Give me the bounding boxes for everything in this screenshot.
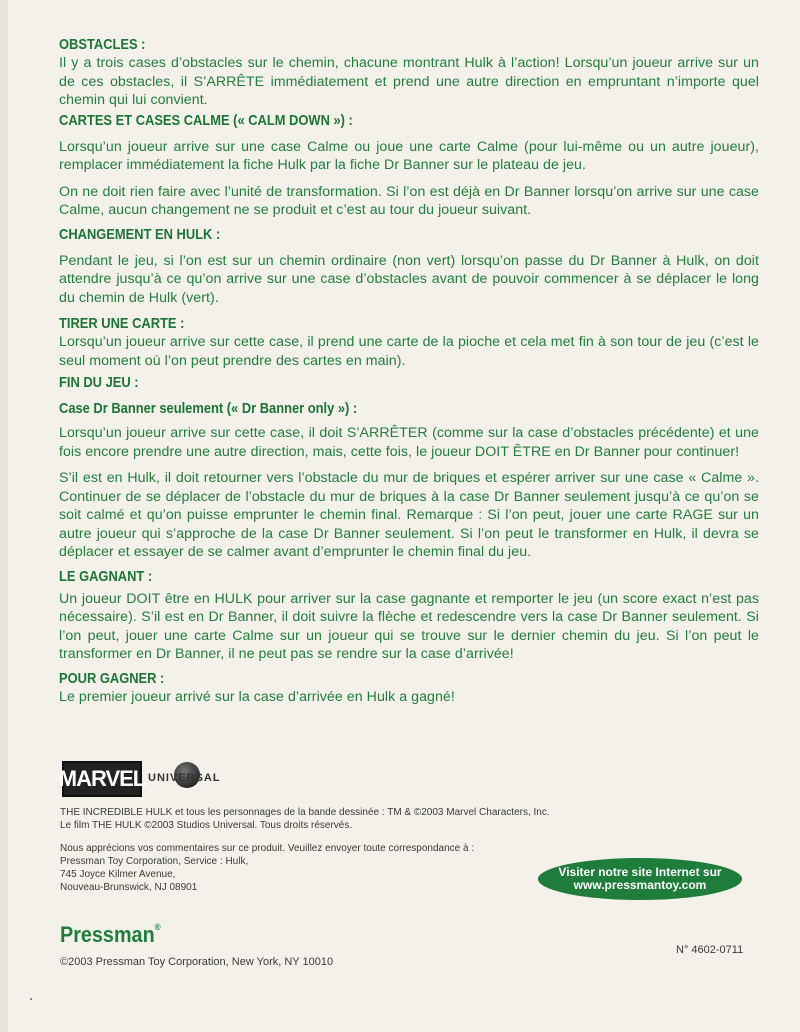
universal-wordmark: UNIVERSAL <box>148 772 221 784</box>
registered-mark: ® <box>154 922 161 932</box>
section-subtitle-fin: Case Dr Banner seulement (« Dr Banner only ») : <box>59 400 358 417</box>
rules-content <box>59 36 759 706</box>
section-text-calme-1: Lorsqu’un joueur arrive sur une case Calme ou joue une carte Calme (pour lui-même ou un autre joueur), remplacer immédiatement la fiche Hulk par la fiche Dr Banner sur le plateau de jeu. <box>59 138 759 173</box>
section-text-gagnant: Un joueur DOIT être en HULK pour arriver sur la case gagnante et remporter le jeu (un score exact n’est pas nécessaire). S’il est en Dr Banner, il doit suivre la flèche et redescendre vers la case Dr Banner seulement. Si l’on peut, jouer une carte Calme sur un joueur qui se trouve sur le dernier chemin du jeu. Si l’on peut le transformer en Dr Banner, il ne peut pas se rendre sur la case d’arrivée! <box>59 590 759 662</box>
website-badge[interactable] <box>538 858 742 900</box>
section-title-gagnant: LE GAGNANT : <box>59 567 153 585</box>
pressman-wordmark: Pressman <box>60 922 155 947</box>
section-text-fin-1: Lorsqu’un joueur arrive sur cette case, il doit S’ARRÊTER (comme sur la case d’obstacles précédente) et une fois encore prendre une autre direction, mais, cette fois, le joueur DOIT ÊTRE en Dr Banner pour continuer! <box>59 425 759 460</box>
copyright-line: ©2003 Pressman Toy Corporation, New York, NY 10010 <box>60 956 334 968</box>
section-title-changement: CHANGEMENT EN HULK : <box>59 225 221 243</box>
section-text-calme-2: On ne doit rien faire avec l’unité de transformation. Si l’on est déjà en Dr Banner lorsqu’on arrive sur une case Calme, aucun changement ne se produit et c’est au tour du joueur suivant. <box>59 183 759 218</box>
contact-line-1: Nous apprécions vos commentaires sur ce produit. Veuillez envoyer toute correspondance à : <box>60 843 475 854</box>
section-text-fin-2: S’il est en Hulk, il doit retourner vers l’obstacle du mur de briques et espérer arriver sur une case « Calme ». Continuer de se déplacer de l’obstacle du mur de briques à la case Dr Banner seulement jusqu’à ce qu’on se soit calmé et qu’on puisse emprunter le chemin final. Remarque : Si l’on peut, jouer une carte RAGE sur un autre joueur qui s’approche de la case Dr Banner seulement. Si l’on peut le transformer en Hulk, il devra se déplacer et essayer de se calmer avant d’emprunter le chemin final du jeu. <box>59 470 759 560</box>
legal-line-1: THE INCREDIBLE HULK et tous les personnages de la bande dessinée : TM & ©2003 Marvel Characters, Inc. <box>60 807 550 818</box>
section-title-obstacles: OBSTACLES : <box>59 36 146 53</box>
section-title-calme: CARTES ET CASES CALME (« CALM DOWN ») : <box>59 111 353 129</box>
section-title-tirer: TIRER UNE CARTE : <box>59 315 185 332</box>
contact-line-4: Nouveau-Brunswick, NJ 08901 <box>60 882 198 893</box>
page-edge <box>0 0 8 1032</box>
section-text-changement: Pendant le jeu, si l’on est sur un chemin ordinaire (non vert) lorsqu’on passe du Dr Banner à Hulk, on doit attendre jusqu’à ce qu’on arrive sur une case d’obstacles avant de pouvoir commencer à se déplacer le long du chemin de Hulk (vert). <box>59 252 759 306</box>
universal-logo <box>148 762 232 794</box>
section-title-gagner: POUR GAGNER : <box>59 669 165 687</box>
contact-line-2: Pressman Toy Corporation, Service : Hulk, <box>60 856 249 867</box>
pressman-logo <box>60 922 161 948</box>
legal-notice <box>60 806 620 832</box>
badge-url[interactable]: www.pressmantoy.com <box>573 878 707 892</box>
paper-speck <box>30 998 32 1000</box>
badge-line-1: Visiter notre site Internet sur <box>558 865 722 879</box>
product-number: N° 4602-0711 <box>676 944 744 956</box>
section-text-gagner: Le premier joueur arrivé sur la case d’arrivée en Hulk a gagné! <box>59 688 455 705</box>
section-text-obstacles: Il y a trois cases d’obstacles sur le chemin, chacune montrant Hulk à l’action! Lorsqu’un joueur arrive sur un de ces obstacles, il S’ARRÊTE immédiatement et prend une autre direction en empruntant n’importe quel chemin qui lui convient. <box>59 55 759 108</box>
contact-line-3: 745 Joyce Kilmer Avenue, <box>60 869 176 880</box>
contact-info <box>60 842 580 894</box>
marvel-logo: MARVEL <box>62 761 142 797</box>
section-text-tirer: Lorsqu’un joueur arrive sur cette case, il prend une carte de la pioche et cela met fin à son tour de jeu (c’est le seul moment où l’on peut prendre des cartes en main). <box>59 334 759 369</box>
legal-line-2: Le film THE HULK ©2003 Studios Universal. Tous droits réservés. <box>60 820 353 831</box>
section-title-fin: FIN DU JEU : <box>59 374 139 391</box>
